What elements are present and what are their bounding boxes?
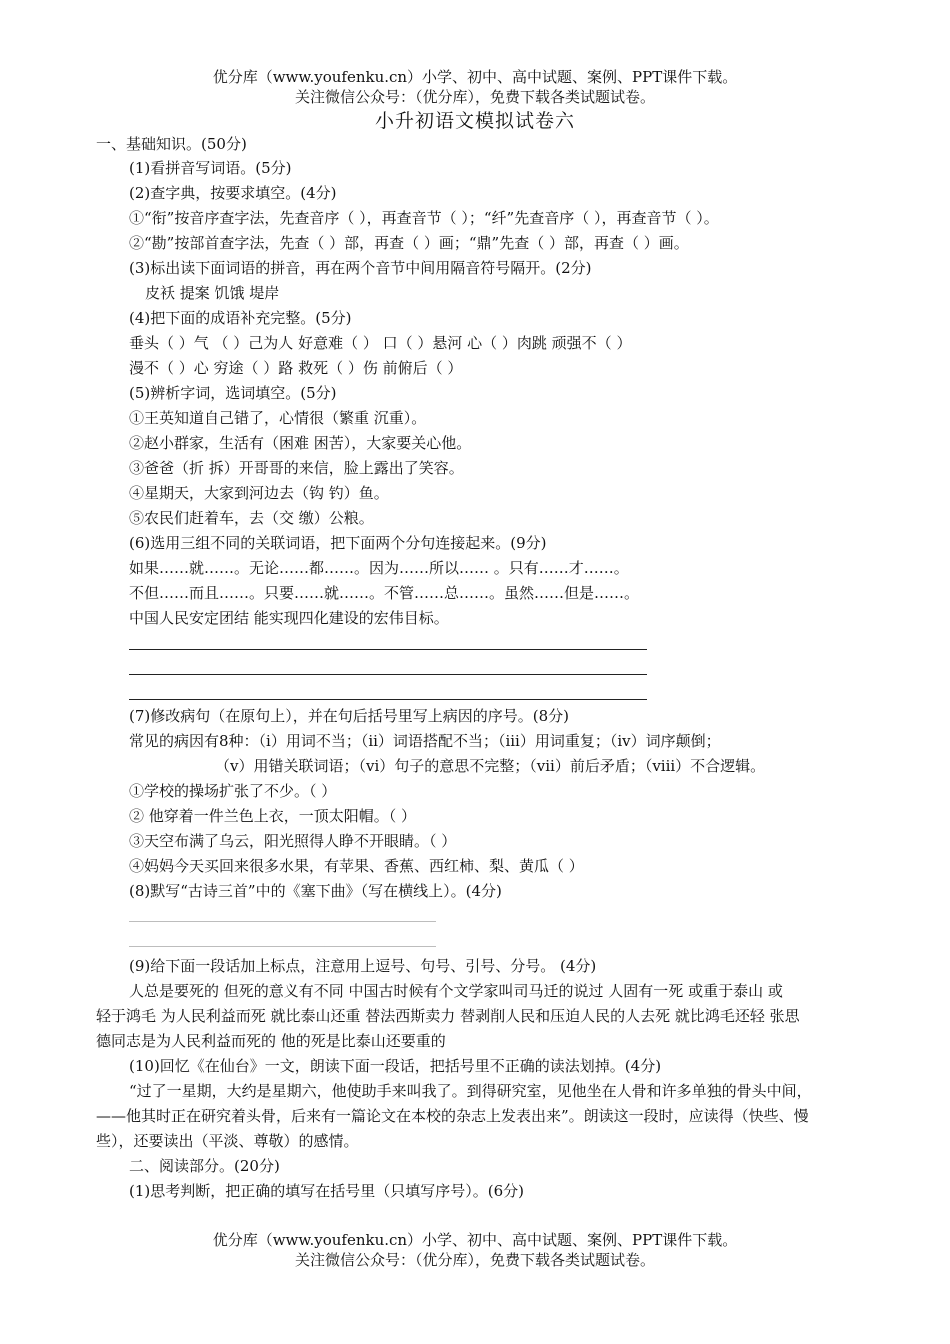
q7-types-line-2: （v）用错关联词语；（vi）句子的意思不完整；（vii）前后矛盾；（viii）不合逻辑。 xyxy=(215,757,766,775)
answer-line xyxy=(129,699,647,700)
q5-item: ④星期天，大家到河边去（钩 钓）鱼。 xyxy=(129,484,389,502)
answer-line xyxy=(129,674,647,675)
q7-types-line-1: 常见的病因有8种：（i）用词不当；（ii）词语搭配不当；（iii）用词重复；（iv）词序颠倒； xyxy=(129,732,721,750)
q10-paragraph-line-1: “过了一星期，大约是星期六，他使助手来叫我了。到得研究室，见他坐在人骨和许多单独的骨头中间， xyxy=(129,1082,812,1100)
answer-line xyxy=(129,921,436,922)
q5-item: ①王英知道自己错了，心情很（繁重 沉重）。 xyxy=(129,409,427,427)
q10-heading: (10)回忆《在仙台》一文，朗读下面一段话，把括号里不正确的读法划掉。(4分) xyxy=(129,1057,662,1075)
q4-idioms-line-1: 垂头（ ）气 （ ）己为人 好意难（ ） 口（ ）悬河 心（ ）肉跳 顽强不（ ） xyxy=(129,334,632,352)
q2-item-a: ①“衔”按音序查字法，先查音序（ ），再查音节（ ）；“纤”先查音序（ ），再查音节（ ）。 xyxy=(129,209,719,227)
q1-heading: (1)看拼音写词语。(5分) xyxy=(129,159,292,177)
q7-item: ③天空布满了乌云，阳光照得人睁不开眼睛。（ ） xyxy=(129,832,457,850)
q4-heading: (4)把下面的成语补充完整。(5分) xyxy=(129,309,352,327)
q7-item: ①学校的操场扩张了不少。（ ） xyxy=(129,782,337,800)
q3-heading: (3)标出读下面词语的拼音，再在两个音节中间用隔音符号隔开。(2分) xyxy=(129,259,592,277)
q9-paragraph-line-3: 德同志是为人民利益而死的 他的死是比泰山还要重的 xyxy=(96,1032,446,1050)
section-2-q1-heading: (1)思考判断，把正确的填写在括号里（只填写序号）。(6分) xyxy=(129,1182,524,1200)
q7-item: ② 他穿着一件兰色上衣，一顶太阳帽。（ ） xyxy=(129,807,417,825)
q10-paragraph-line-3: 些），还要读出（平淡、尊敬）的感情。 xyxy=(96,1132,359,1150)
q5-item: ②赵小群家，生活有（困难 困苦），大家要关心他。 xyxy=(129,434,472,452)
footer-line-1: 优分库（www.youfenku.cn）小学、初中、高中试题、案例、PPT课件下载。 xyxy=(212,1231,738,1249)
section-1-heading: 一、基础知识。(50分) xyxy=(96,135,247,153)
q2-heading: (2)查字典，按要求填空。(4分) xyxy=(129,184,337,202)
q6-sentence: 中国人民安定团结 能实现四化建设的宏伟目标。 xyxy=(129,609,449,627)
q5-item: ⑤农民们赶着车，去（交 缴）公粮。 xyxy=(129,509,374,527)
section-2-heading: 二、阅读部分。(20分) xyxy=(129,1157,280,1175)
header-line-1: 优分库（www.youfenku.cn）小学、初中、高中试题、案例、PPT课件下载。 xyxy=(212,68,738,86)
q10-paragraph-line-2: ——他其时正在研究着头骨，后来有一篇论文在本校的杂志上发表出来”。朗读这一段时，应读得（快些、慢 xyxy=(96,1107,809,1125)
q9-heading: (9)给下面一段话加上标点，注意用上逗号、句号、引号、分号。 (4分) xyxy=(129,957,597,975)
answer-line xyxy=(129,649,647,650)
q9-paragraph-line-2: 轻于鸿毛 为人民利益而死 就比泰山还重 替法西斯卖力 替剥削人民和压迫人民的人去死 就比鸿毛还轻 张思 xyxy=(96,1007,800,1025)
q7-heading: (7)修改病句（在原句上），并在句后括号里写上病因的序号。(8分) xyxy=(129,707,569,725)
header-line-2: 关注微信公众号：（优分库），免费下载各类试题试卷。 xyxy=(294,88,655,106)
q7-item: ④妈妈今天买回来很多水果，有苹果、香蕉、西红柿、梨、黄瓜（ ） xyxy=(129,857,584,875)
q5-heading: (5)辨析字词，选词填空。(5分) xyxy=(129,384,337,402)
q3-words: 皮袄 提案 饥饿 堤岸 xyxy=(145,284,280,302)
q6-heading: (6)选用三组不同的关联词语，把下面两个分句连接起来。(9分) xyxy=(129,534,547,552)
q6-connectives-line-2: 不但……而且……。只要……就……。不管……总……。虽然……但是……。 xyxy=(129,584,640,602)
q2-item-b: ②“勘”按部首查字法，先查（ ）部，再查（ ）画；“鼎”先查（ ）部，再查（ ）画。 xyxy=(129,234,689,252)
footer-line-2: 关注微信公众号：（优分库），免费下载各类试题试卷。 xyxy=(294,1251,655,1269)
q8-heading: (8)默写“古诗三首”中的《塞下曲》（写在横线上）。(4分) xyxy=(129,882,502,900)
q4-idioms-line-2: 漫不（ ）心 穷途（ ）路 救死（ ）伤 前俯后（ ） xyxy=(129,359,463,377)
page-title: 小升初语文模拟试卷六 xyxy=(374,110,575,132)
q6-connectives-line-1: 如果……就……。无论……都……。因为……所以…… 。只有……才……。 xyxy=(129,559,629,577)
answer-line xyxy=(129,946,436,947)
q5-item: ③爸爸（折 拆）开哥哥的来信，脸上露出了笑容。 xyxy=(129,459,464,477)
q9-paragraph-line-1: 人总是要死的 但死的意义有不同 中国古时候有个文学家叫司马迁的说过 人固有一死 或重于泰山 或 xyxy=(129,982,783,1000)
